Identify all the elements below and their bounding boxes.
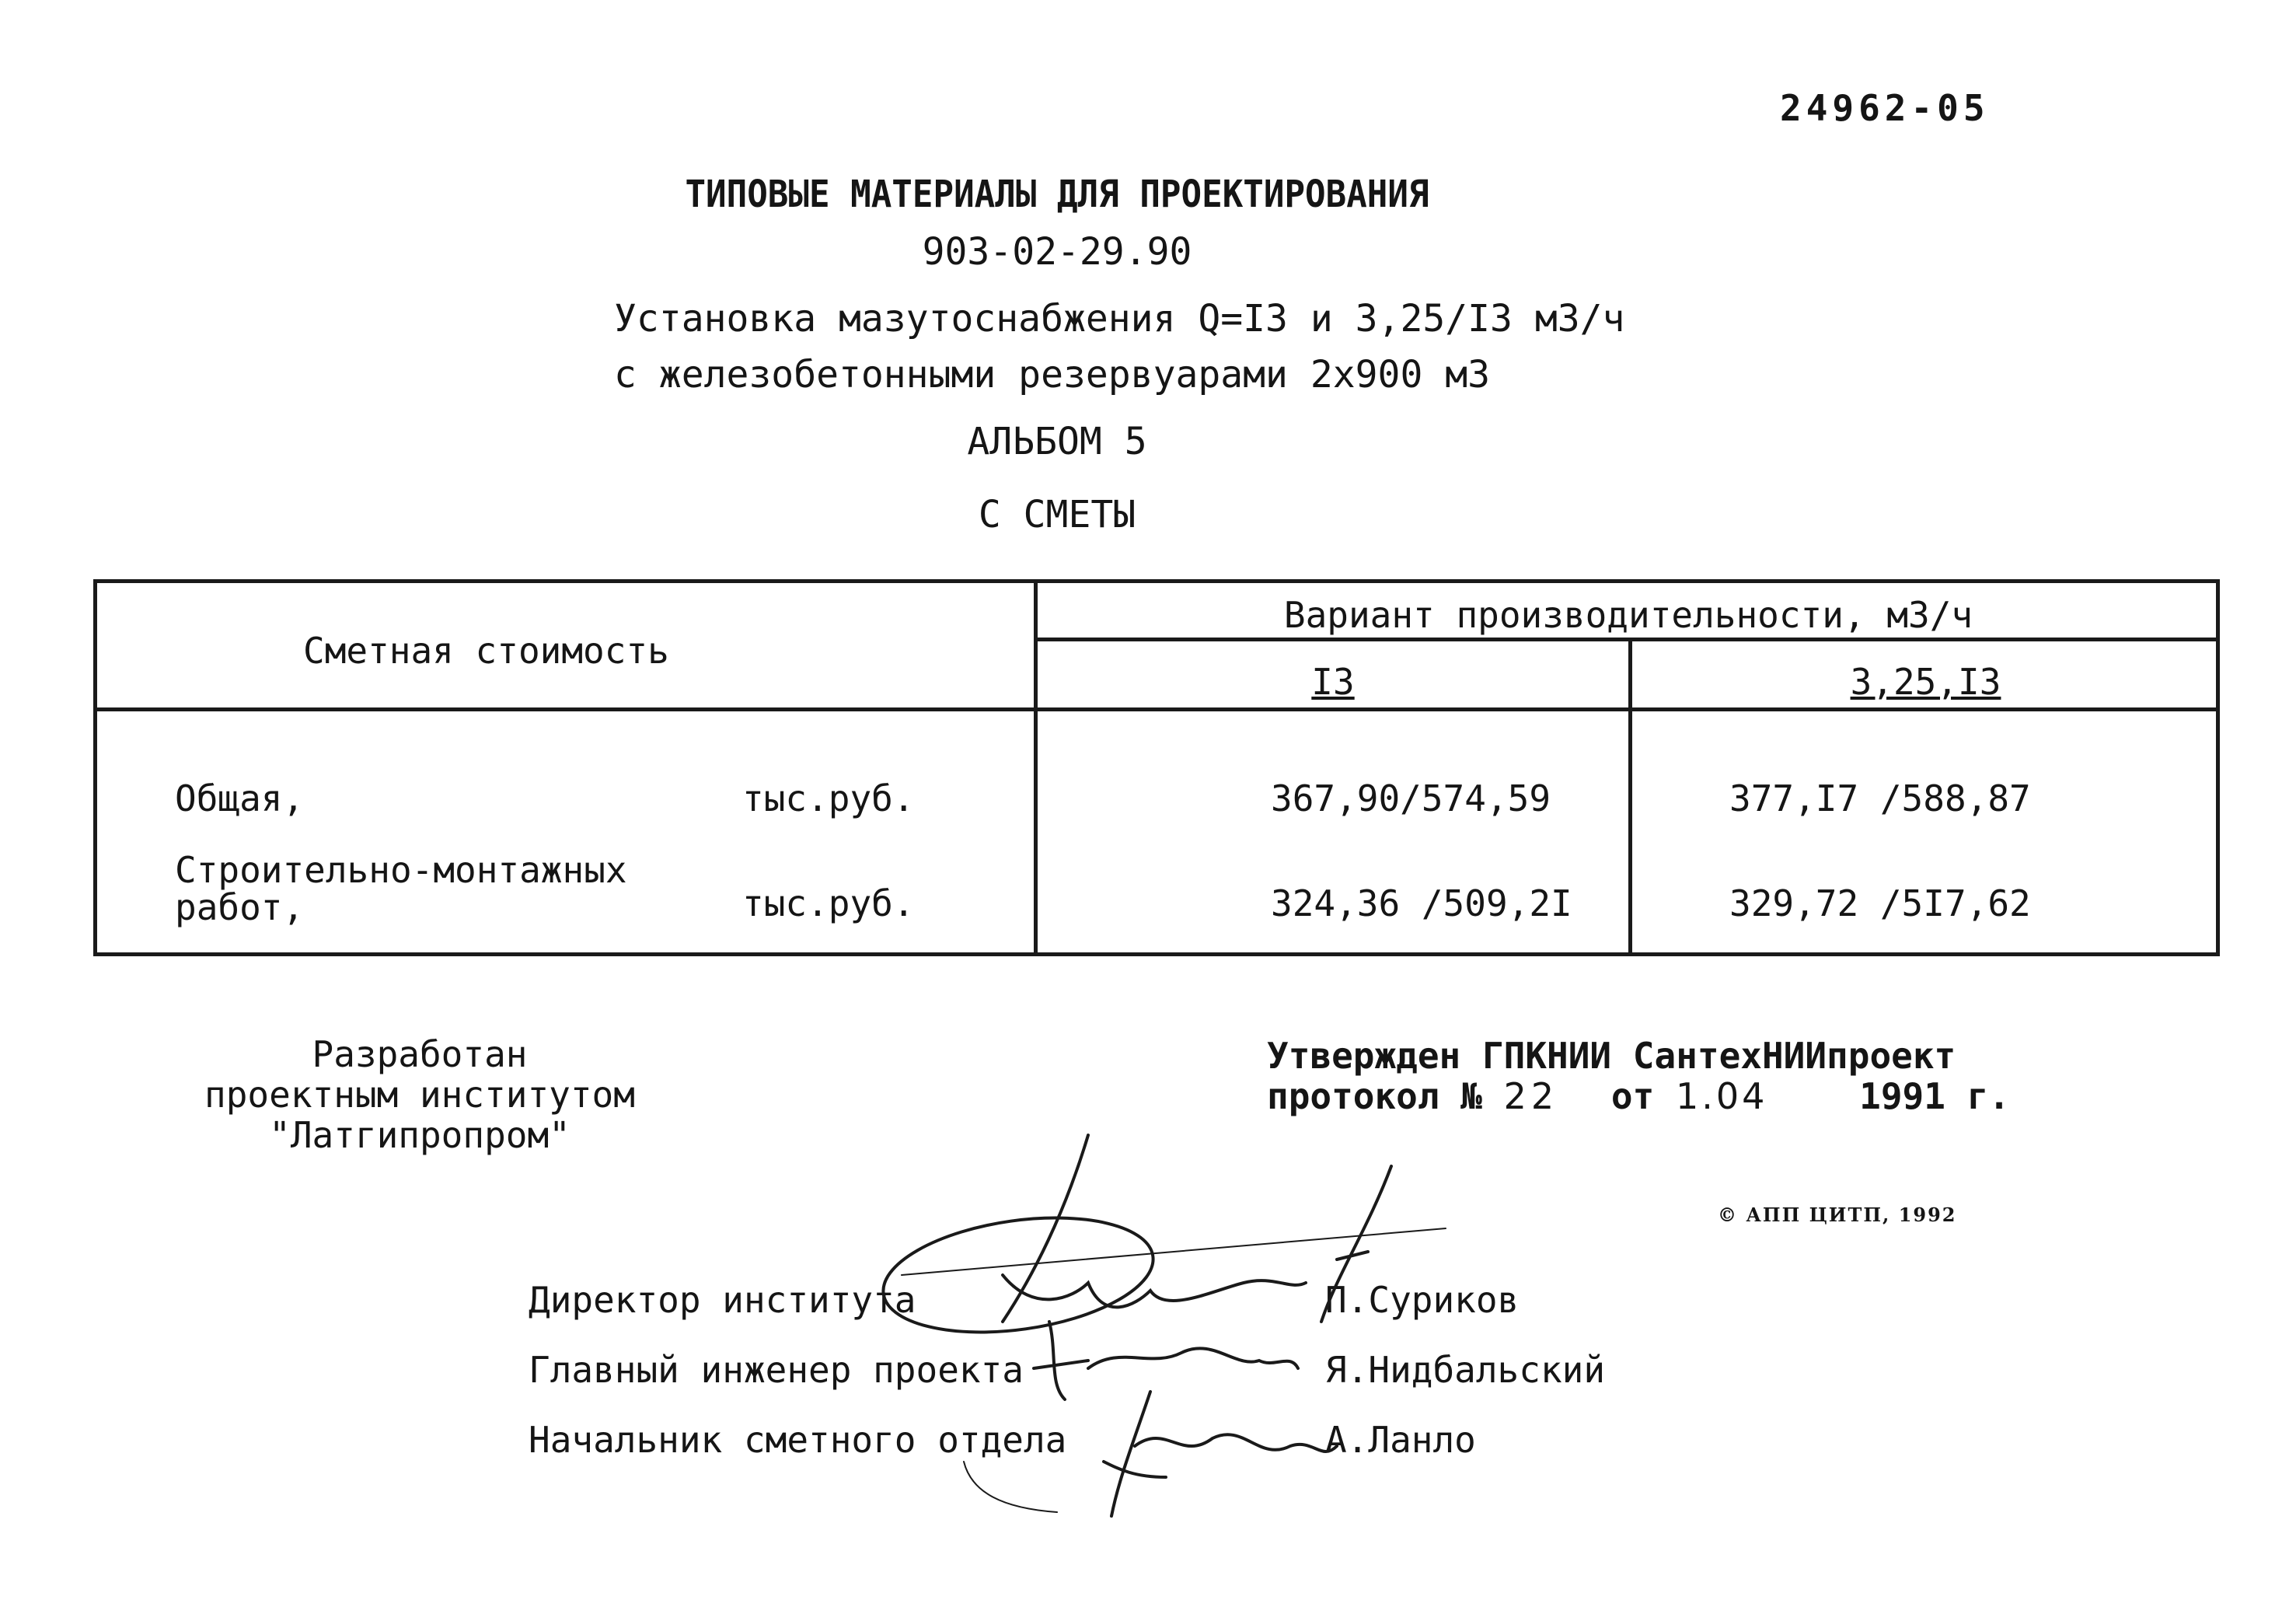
developed-line: Разработан — [312, 1033, 528, 1075]
signature-chief-engineer — [1034, 1322, 1298, 1399]
label-line: работ, — [175, 886, 305, 928]
signature-stroke — [964, 1462, 1057, 1512]
signature-director — [1003, 1135, 1306, 1322]
signature-loop — [876, 1202, 1160, 1347]
label-line: Строительно-монтажных — [175, 849, 627, 891]
developed-line: проектным институтом — [204, 1074, 635, 1116]
signatory-role: Главный инженер проекта — [529, 1349, 1024, 1391]
table-row-unit: тыс.руб. — [742, 882, 915, 924]
approval-year: 1991 г. — [1859, 1075, 2010, 1117]
signatory-name: А.Ланло — [1325, 1419, 1476, 1461]
approval-date: 1.04 — [1676, 1075, 1768, 1117]
copyright-stamp: © АПП ЦИТП, 1992 — [1718, 1204, 1957, 1226]
column-header-3-25-13: 3,25,I3 — [1850, 661, 2001, 703]
project-code: 903-02-29.90 — [922, 230, 1192, 274]
document-title: ТИПОВЫЕ МАТЕРИАЛЫ ДЛЯ ПРОЕКТИРОВАНИЯ — [685, 173, 1429, 216]
signature-director-tail — [1321, 1166, 1391, 1322]
protocol-label: протокол № — [1267, 1075, 1482, 1117]
table-row-label: Общая, — [175, 777, 305, 819]
signatory-name: П.Суриков — [1325, 1279, 1520, 1321]
subtitle-line-2: с железобетонными резервуарами 2х900 м3 — [614, 353, 1491, 397]
table-cell-value: 329,72 /5I7,62 — [1729, 882, 2031, 924]
signatory-role: Директор института — [529, 1279, 916, 1321]
table-row-unit: тыс.руб. — [742, 777, 915, 819]
table-cell-value: 367,90/574,59 — [1271, 777, 1551, 819]
album-label: АЛЬБОМ 5 — [967, 420, 1147, 463]
from-label: от — [1610, 1075, 1655, 1117]
document-number: 24962-05 — [1780, 87, 1990, 129]
protocol-number: 22 — [1503, 1075, 1559, 1117]
developed-line: "Латгипропром" — [269, 1114, 571, 1156]
approved-line: Утвержден ГПКНИИ СантехНИИпроект — [1267, 1035, 1956, 1077]
signature-estimates-head — [1104, 1392, 1337, 1516]
subtitle-line-1: Установка мазутоснабжения Q=I3 и 3,25/I3 м3/ч — [614, 297, 1625, 341]
signatory-role: Начальник сметного отдела — [529, 1419, 1067, 1461]
column-header-13: I3 — [1311, 661, 1355, 703]
section-label: С СМЕТЫ — [978, 493, 1136, 536]
header-capacity-variant: Вариант производительности, м3/ч — [1283, 594, 1973, 636]
table-cell-value: 377,I7 /588,87 — [1729, 777, 2031, 819]
table-cell-value: 324,36 /509,2I — [1271, 882, 1572, 924]
header-estimated-cost: Сметная стоимость — [303, 630, 669, 672]
signatory-name: Я.Нидбальский — [1325, 1349, 1606, 1391]
